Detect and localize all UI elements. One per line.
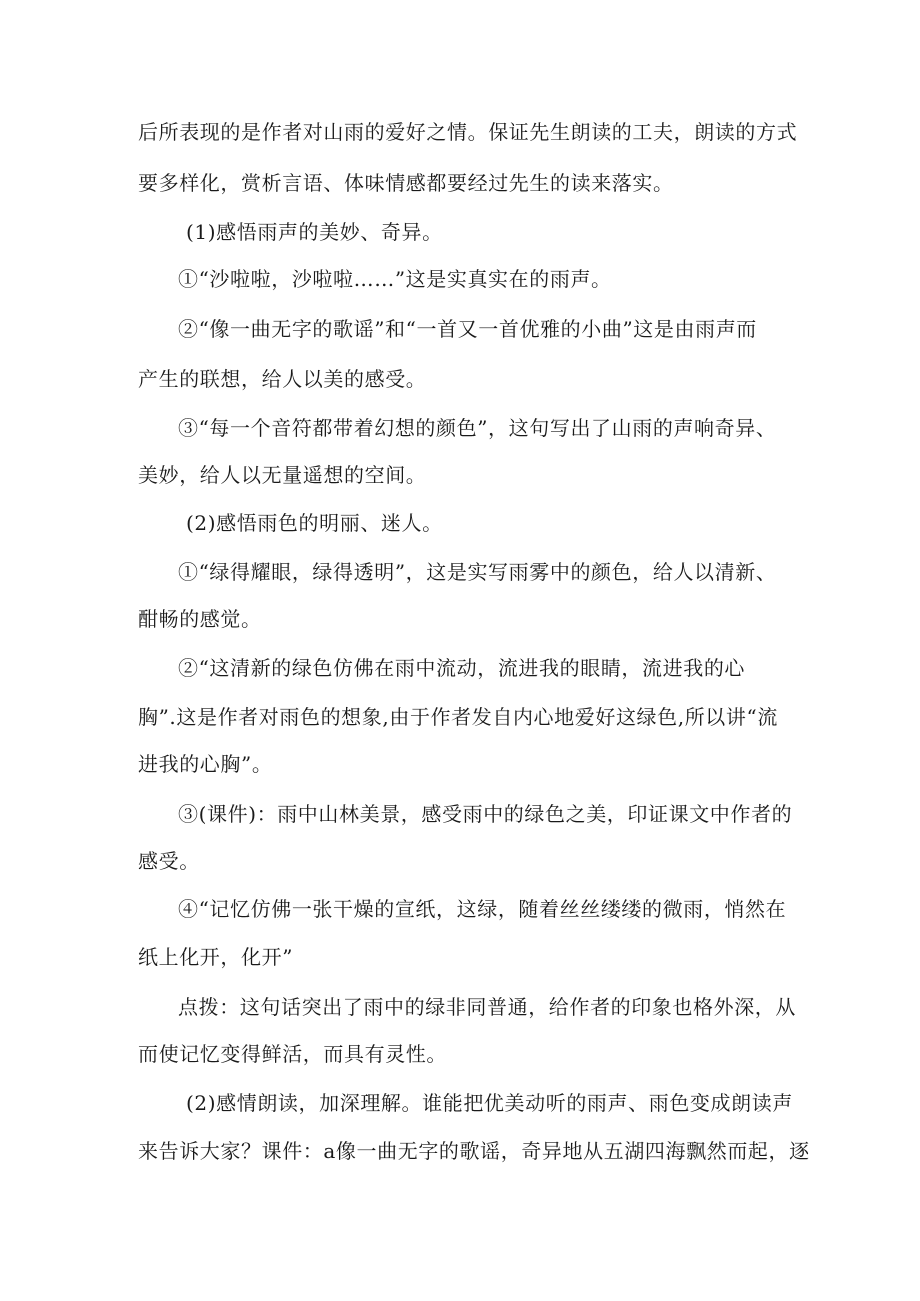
text-line: 美妙，给人以无量遥想的空间。 [138, 463, 427, 487]
text-line: ③“每一个音符都带着幻想的颜色”，这句写出了山雨的声响奇异、 [178, 416, 777, 440]
text-line: ④“记忆仿佛一张干燥的宣纸，这绿，随着丝丝缕缕的微雨，悄然在 [178, 897, 787, 921]
text-line: ③(课件)：雨中山林美景，感受雨中的绿色之美，印证课文中作者的 [178, 802, 793, 826]
text-line: 来告诉大家？课件：a像一曲无字的歌谣，奇异地从五湖四海飘然而起，逐 [138, 1139, 810, 1163]
text-line: 要多样化，赏析言语、体味情感都要经过先生的读来落实。 [138, 171, 674, 195]
text-line: 产生的联想，给人以美的感受。 [138, 367, 427, 391]
text-line: 进我的心胸”。 [138, 752, 273, 776]
text-line: (2)感情朗读，加深理解。谁能把优美动听的雨声、雨色变成朗读声 [186, 1091, 793, 1115]
text-line: 而使记忆变得鲜活，而具有灵性。 [138, 1042, 447, 1066]
text-line: 感受。 [138, 849, 200, 873]
section-heading: (2)感悟雨色的明丽、迷人。 [186, 511, 443, 535]
text-line: ①“绿得耀眼，绿得透明”，这是实写雨雾中的颜色，给人以清新、 [178, 560, 777, 584]
text-line: 纸上化开，化开” [138, 945, 294, 969]
text-line: 胸”.这是作者对雨色的想象,由于作者发自内心地爱好这绿色,所以讲“流 [138, 705, 778, 729]
text-line: ①“沙啦啦，沙啦啦……”这是实真实在的雨声。 [178, 267, 612, 291]
text-line: 点拨：这句话突出了雨中的绿非同普通，给作者的印象也格外深，从 [178, 995, 796, 1019]
text-line: ②“像一曲无字的歌谣”和“一首又一首优雅的小曲”这是由雨声而 [178, 317, 757, 341]
text-line: 酣畅的感觉。 [138, 607, 262, 631]
text-line: 后所表现的是作者对山雨的爱好之情。保证先生朗读的工夫，朗读的方式 [138, 120, 798, 144]
section-heading: (1)感悟雨声的美妙、奇异。 [186, 220, 443, 244]
text-line: ②“这清新的绿色仿佛在雨中流动，流进我的眼睛，流进我的心 [178, 656, 746, 680]
